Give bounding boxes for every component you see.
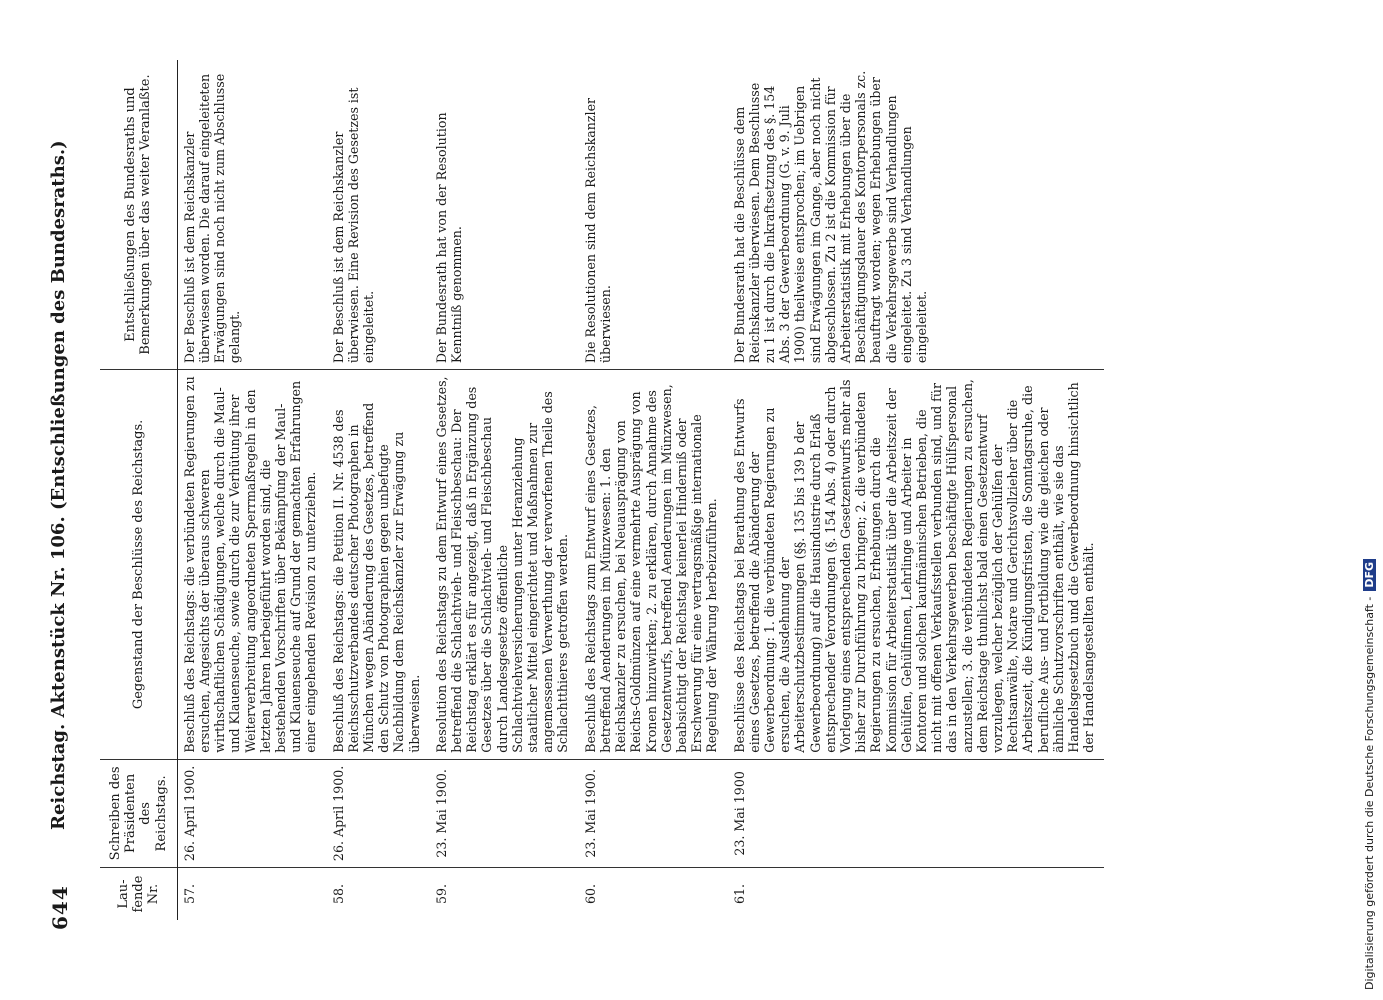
row-date: 23. Mai 1900. xyxy=(430,759,579,867)
page-header xyxy=(40,50,80,950)
row-resolution: Der Bundesrath hat die Beschlüsse dem Reichskanzler überwiesen. Dem Beschlusse zu 1 ist durch die Inkraftsetzung des §. 154 Abs. 3 der Gewerbeordnung (G. v. 9. Juli 1900) theilweise entsprochen; im Uebrigen sind Erwägungen im Gange, aber noch nicht abgeschlossen. Zu 2 ist die Kommission für Arbeiterstatistik mit Erhebungen über die Beschäftigungsdauer des Kontorpersonals zc. beauftragt worden; wegen Erhebungen über die Verkehrsgewerbe sind Verhandlungen eingeleitet. Zu 3 sind Verhandlungen eingeleitet. xyxy=(728,60,1105,370)
row-resolution: Der Beschluß ist dem Reichskanzler überwiesen worden. Die darauf eingeleiteten Erwägungen sind noch nicht zum Abschlusse gelangt. xyxy=(177,60,326,370)
row-subject: Beschlüsse des Reichstags bei Berathung des Entwurfs eines Gesetzes, betreffend die Abänderung der Gewerbeordnung: 1. die verbündeten Regierungen zu ersuchen, die Ausdehnung der Arbeiterschutzbestimmungen (§§. 135 bis 139 b der Gewerbeordnung) auf die Hausindustrie durch Erlaß entsprechender Verordnungen (§. 154 Abs. 4) oder durch Vorlegung eines entsprechenden Gesetzentwurfs mehr als bisher zur Durchführung zu bringen; 2. die verbündeten Regierungen zu ersuchen, Erhebungen durch die Kommission für Arbeiterstatistik über die Arbeitszeit der Gehülfen, Gehülfinnen, Lehrlinge und Arbeiter in Kontoren und solchen kaufmännischen Betrieben, die nicht mit offenen Verkaufsstellen verbunden sind, und für das in den Verkehrsgewerben beschäftigte Hülfspersonal anzustellen; 3. die verbündeten Regierungen zu ersuchen, dem Reichstage thunlichst bald einen Gesetzentwurf vorzulegen, welcher bezüglich der Gehülfen der Rechtsanwälte, Notare und Gerichtsvollzieher über die Arbeitszeit, die Kündigungsfristen, die Sonntagsruhe, die berufliche Aus- und Fortbildung wie die gleichen oder ähnliche Schutzvorschriften enthält, wie sie das Handelsgesetzbuch und die Gewerbeordnung hinsichtlich der Handelsangestellten enthält. xyxy=(728,370,1105,760)
table-header-row xyxy=(100,60,177,920)
row-resolution: Der Bundesrath hat von der Resolution Kenntniß genommen. xyxy=(430,60,579,370)
row-date: 26. April 1900. xyxy=(327,759,430,867)
row-subject: Beschluß des Reichstags: die Petition II. Nr. 4538 des Reichsschutzverbandes deutscher Photographen in München wegen Abänderung des Gesetzes, betreffend den Schutz von Photographien gegen unbefugte Nachbildung dem Reichskanzler zur Erwägung zu überweisen. xyxy=(327,370,430,760)
dfg-logo: DFG xyxy=(1363,559,1376,591)
row-subject: Resolution des Reichstags zu dem Entwurf eines Gesetzes, betreffend die Schlachtvieh- und Fleischbeschau: Der Reichstag erklärt es für angezeigt, daß in Ergänzung des Gesetzes über die Schlachtvieh- und Fleischbeschau durch Landesgesetze öffentliche Schlachtviehversicherungen unter Heranziehung staatlicher Mittel eingerichtet und Maßnahmen zur angemessenen Verwerthung der verworfenen Theile des Schlachtthieres getroffen werden. xyxy=(430,370,579,760)
column-header-subject: Gegenstand der Beschlüsse des Reichstags. xyxy=(100,370,177,760)
table-row xyxy=(430,60,579,920)
row-number: 59. xyxy=(433,884,449,905)
row-number: 61. xyxy=(731,884,747,905)
row-date: 23. Mai 1900 xyxy=(728,759,1105,867)
row-number: 60. xyxy=(582,884,598,905)
row-resolution: Die Resolutionen sind dem Reichskanzler überwiesen. xyxy=(579,60,728,370)
row-subject: Beschluß des Reichstags: die verbündeten Regierungen zu ersuchen, Angesichts der überaus schweren wirthschaftlichen Schädigungen, welche durch die Maul- und Klauenseuche, sowie durch die zur Verhütung ihrer Weiterverbreitung angeordneten Sperrmaßregeln in den letzten Jahren herbeigeführt worden sind, die bestehenden Vorschriften über Bekämpfung der Maul- und Klauenseuche auf Grund der gemachten Erfahrungen einer eingehenden Revision zu unterziehen. xyxy=(177,370,326,760)
side-note-text: Digitalisierung gefördert durch die Deutsche Forschungsgemeinschaft - xyxy=(1363,596,1376,990)
row-resolution: Der Beschluß ist dem Reichskanzler überwiesen. Eine Revision des Gesetzes ist eingeleitet. xyxy=(327,60,430,370)
row-subject: Beschluß des Reichstags zum Entwurf eines Gesetzes, betreffend Aenderungen im Münzwesen: 1. den Reichskanzler zu ersuchen, bei Neuausprägung von Reichs-Goldmünzen auf eine vermehrte Ausprägung von Kronen hinzuwirken; 2. zu erklären, durch Annahme des Gesetzentwurfs, betreffend Aenderungen im Münzwesen, beabsichtigt der Reichstag keinerlei Hinderniß oder Erschwerung für eine vertragsmäßige internationale Regelung der Währung herbeizuführen. xyxy=(579,370,728,760)
table-row xyxy=(579,60,728,920)
running-title: Reichstag. Aktenstück Nr. 106. (Entschließungen des Bundesraths.) xyxy=(48,140,69,830)
column-header-nr: Lau- fende Nr. xyxy=(100,868,177,920)
page-number: 644 xyxy=(48,885,72,930)
table-row xyxy=(327,60,430,920)
column-header-date: Schreiben des Präsidenten des Reichstags. xyxy=(100,759,177,867)
row-number: 57. xyxy=(181,884,197,905)
table-row xyxy=(177,60,326,920)
column-header-resolution: Entschließungen des Bundesraths und Bemerkungen über das weiter Veranlaßte. xyxy=(100,60,177,370)
row-number: 58. xyxy=(330,884,346,905)
row-date: 23. Mai 1900. xyxy=(579,759,728,867)
row-date: 26. April 1900. xyxy=(177,759,326,867)
table-row xyxy=(728,60,1105,920)
digitization-side-note xyxy=(1363,10,1379,990)
resolutions-table xyxy=(100,60,1104,920)
